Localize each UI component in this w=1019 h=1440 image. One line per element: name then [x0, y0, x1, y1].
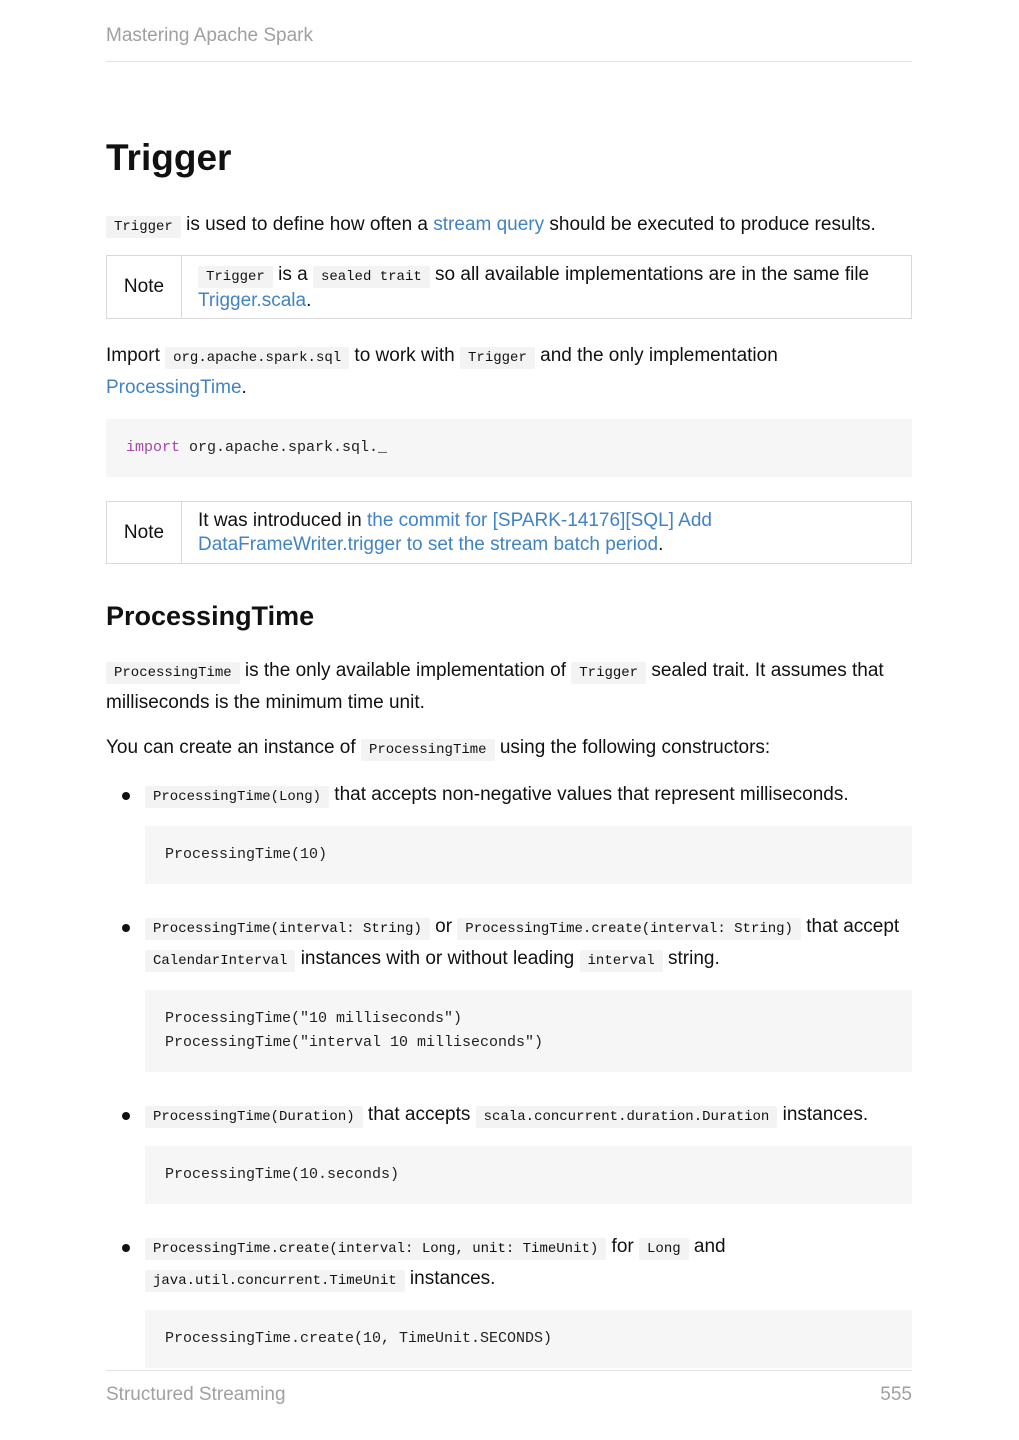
code-block: ProcessingTime(10.seconds) [145, 1146, 912, 1204]
code-block: ProcessingTime.create(10, TimeUnit.SECONDS) [145, 1310, 912, 1368]
page-footer [106, 1370, 912, 1405]
page-header [106, 25, 912, 62]
import-paragraph: Import org.apache.spark.sql to work with Trigger and the only implementation ProcessingTime. [106, 345, 778, 398]
intro-paragraph: Trigger is used to define how often a stream query should be executed to produce results. [106, 210, 912, 242]
section-paragraph: ProcessingTime is the only available implementation of Trigger sealed trait. It assumes that milliseconds is the minimum time unit. [106, 660, 884, 713]
note-body: It was introduced in the commit for [SPARK-14176][SQL] Add DataFrameWriter.trigger to set the stream batch period. [198, 510, 712, 555]
note-label: Note [107, 502, 182, 563]
page-title: Trigger [106, 137, 232, 178]
page-number: 555 [880, 1384, 912, 1405]
book-title: Mastering Apache Spark [106, 25, 314, 46]
list-item: ProcessingTime.create(interval: Long, unit: TimeUnit) for Long and java.util.concurrent.TimeUnit instances. ProcessingTime.create(10, TimeUnit.SECONDS) [106, 1232, 912, 1368]
footer-section: Structured Streaming [106, 1384, 286, 1405]
code-keyword: import [126, 439, 181, 456]
list-item: ProcessingTime(interval: String) or ProcessingTime.create(interval: String) that accept CalendarInterval instances with or without leading interval string. ProcessingTime("10 milliseconds") ProcessingTime("interval 10 milliseconds") [106, 912, 912, 1072]
code-block: ProcessingTime(10) [145, 826, 912, 884]
note-label: Note [107, 256, 182, 318]
import-code-block: import org.apache.spark.sql._ [106, 419, 912, 477]
processingtime-link[interactable]: ProcessingTime [106, 377, 242, 398]
note-body: Trigger is a sealed trait so all available implementations are in the same file Trigger.scala. [198, 264, 870, 311]
commit-link[interactable]: the commit for [SPARK-14176][SQL] Add DataFrameWriter.trigger to set the stream batch period [198, 510, 712, 555]
trigger-scala-link[interactable]: Trigger.scala [198, 290, 307, 311]
list-item: ProcessingTime(Long) that accepts non-negative values that represent milliseconds. ProcessingTime(10) [106, 780, 912, 884]
page-content [106, 136, 912, 1392]
bullet-icon [122, 924, 130, 932]
bullet-icon [122, 792, 130, 800]
section-paragraph: You can create an instance of ProcessingTime using the following constructors: [106, 733, 912, 765]
section-title: ProcessingTime [106, 601, 315, 631]
code-block: ProcessingTime("10 milliseconds") ProcessingTime("interval 10 milliseconds") [145, 990, 912, 1072]
note-box [106, 255, 912, 319]
bullet-icon [122, 1112, 130, 1120]
list-item: ProcessingTime(Duration) that accepts scala.concurrent.duration.Duration instances. ProcessingTime(10.seconds) [106, 1100, 912, 1204]
bullet-icon [122, 1244, 130, 1252]
note-box [106, 501, 912, 564]
constructor-list [106, 780, 912, 1368]
inline-code: Trigger [106, 216, 181, 238]
stream-query-link[interactable]: stream query [433, 214, 545, 235]
